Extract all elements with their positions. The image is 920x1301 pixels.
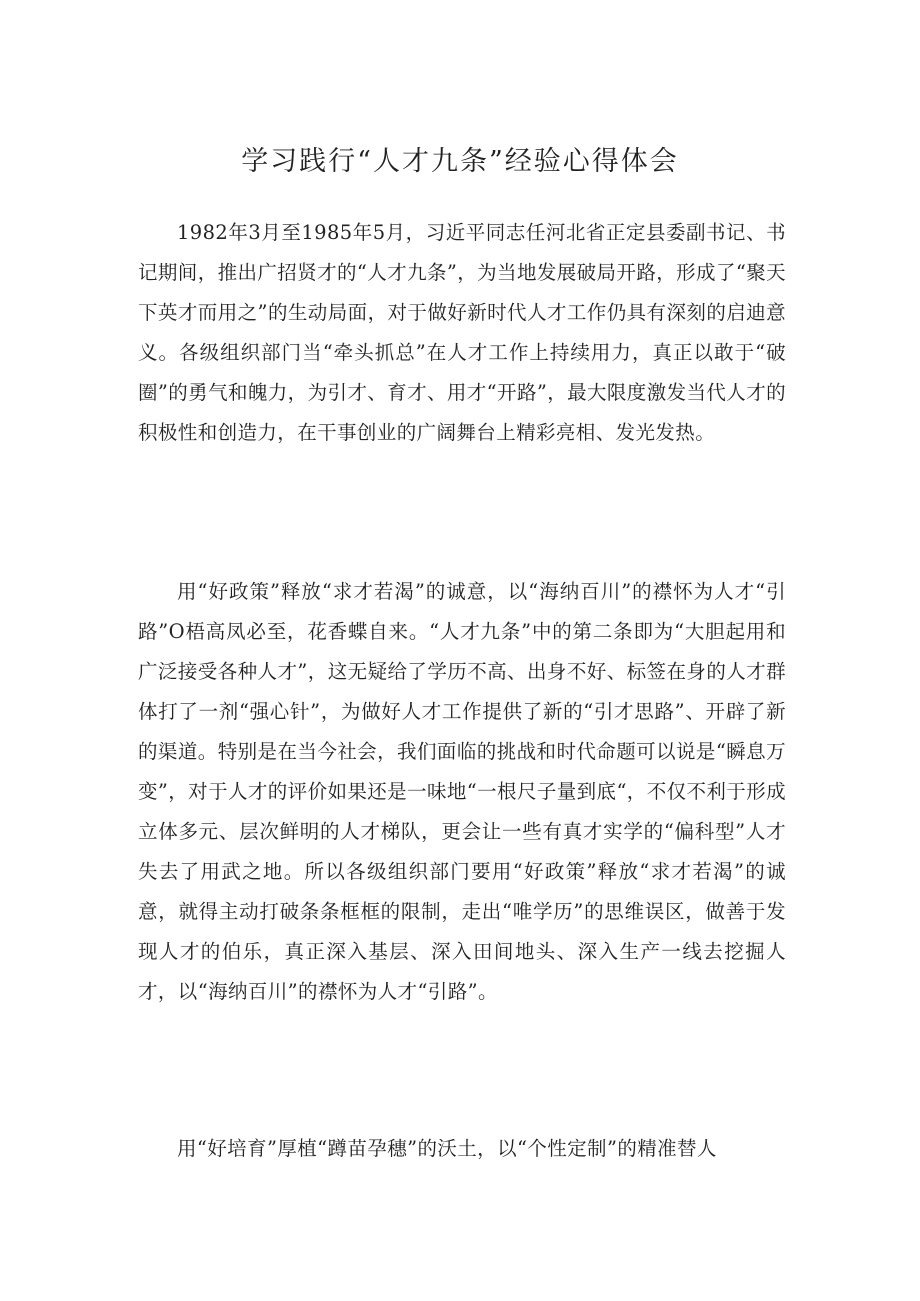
paragraph-1: 1982年3月至1985年5月，习近平同志任河北省正定县委副书记、书记期间，推出广招贤才的“人才九条”，为当地发展破局开路，形成了“聚天下英才而用之”的生动局面，对于做好新时代人才工作仍具有深刻的启迪意义。各级组织部门当“牵头抓总”在人才工作上持续用力，真正以敢于“破圈”的勇气和魄力，为引才、育才、用才“开路”，最大限度激发当代人才的积极性和创造力，在干事创业的广阔舞台上精彩亮相、发光发热。: [138, 221, 787, 444]
paragraph-2: 用“好政策”释放“求才若渴”的诚意，以“海纳百川”的襟怀为人才“引路”O梧高凤必至，花香蝶自来。“人才九条”中的第二条即为“大胆起用和广泛接受各种人才”，这无疑给了学历不高、出身不好、标签在身的人才群体打了一剂“强心针”，为做好人才工作提供了新的“引才思路”、开辟了新的渠道。特别是在当今社会，我们面临的挑战和时代命题可以说是“瞬息万变”，对于人才的评价如果还是一味地“一根尺子量到底“，不仅不利于形成立体多元、层次鲜明的人才梯队，更会让一些有真才实学的“偏科型”人才失去了用武之地。所以各级组织部门要用“好政策”释放“求才若渴”的诚意，就得主动打破条条框框的限制，走出“唯学历”的思维误区，做善于发现人才的伯乐，真正深入基层、深入田间地头、深入生产一线去挖掘人才，以“海纳百川”的襟怀为人才“引路”。: [138, 580, 787, 1003]
document-title: 学习践行“人才九条”经验心得体会: [241, 146, 679, 177]
paragraph-3: 用“好培育”厚植“蹲苗孕穗”的沃土，以“个性定制”的精准替人: [177, 1137, 717, 1160]
